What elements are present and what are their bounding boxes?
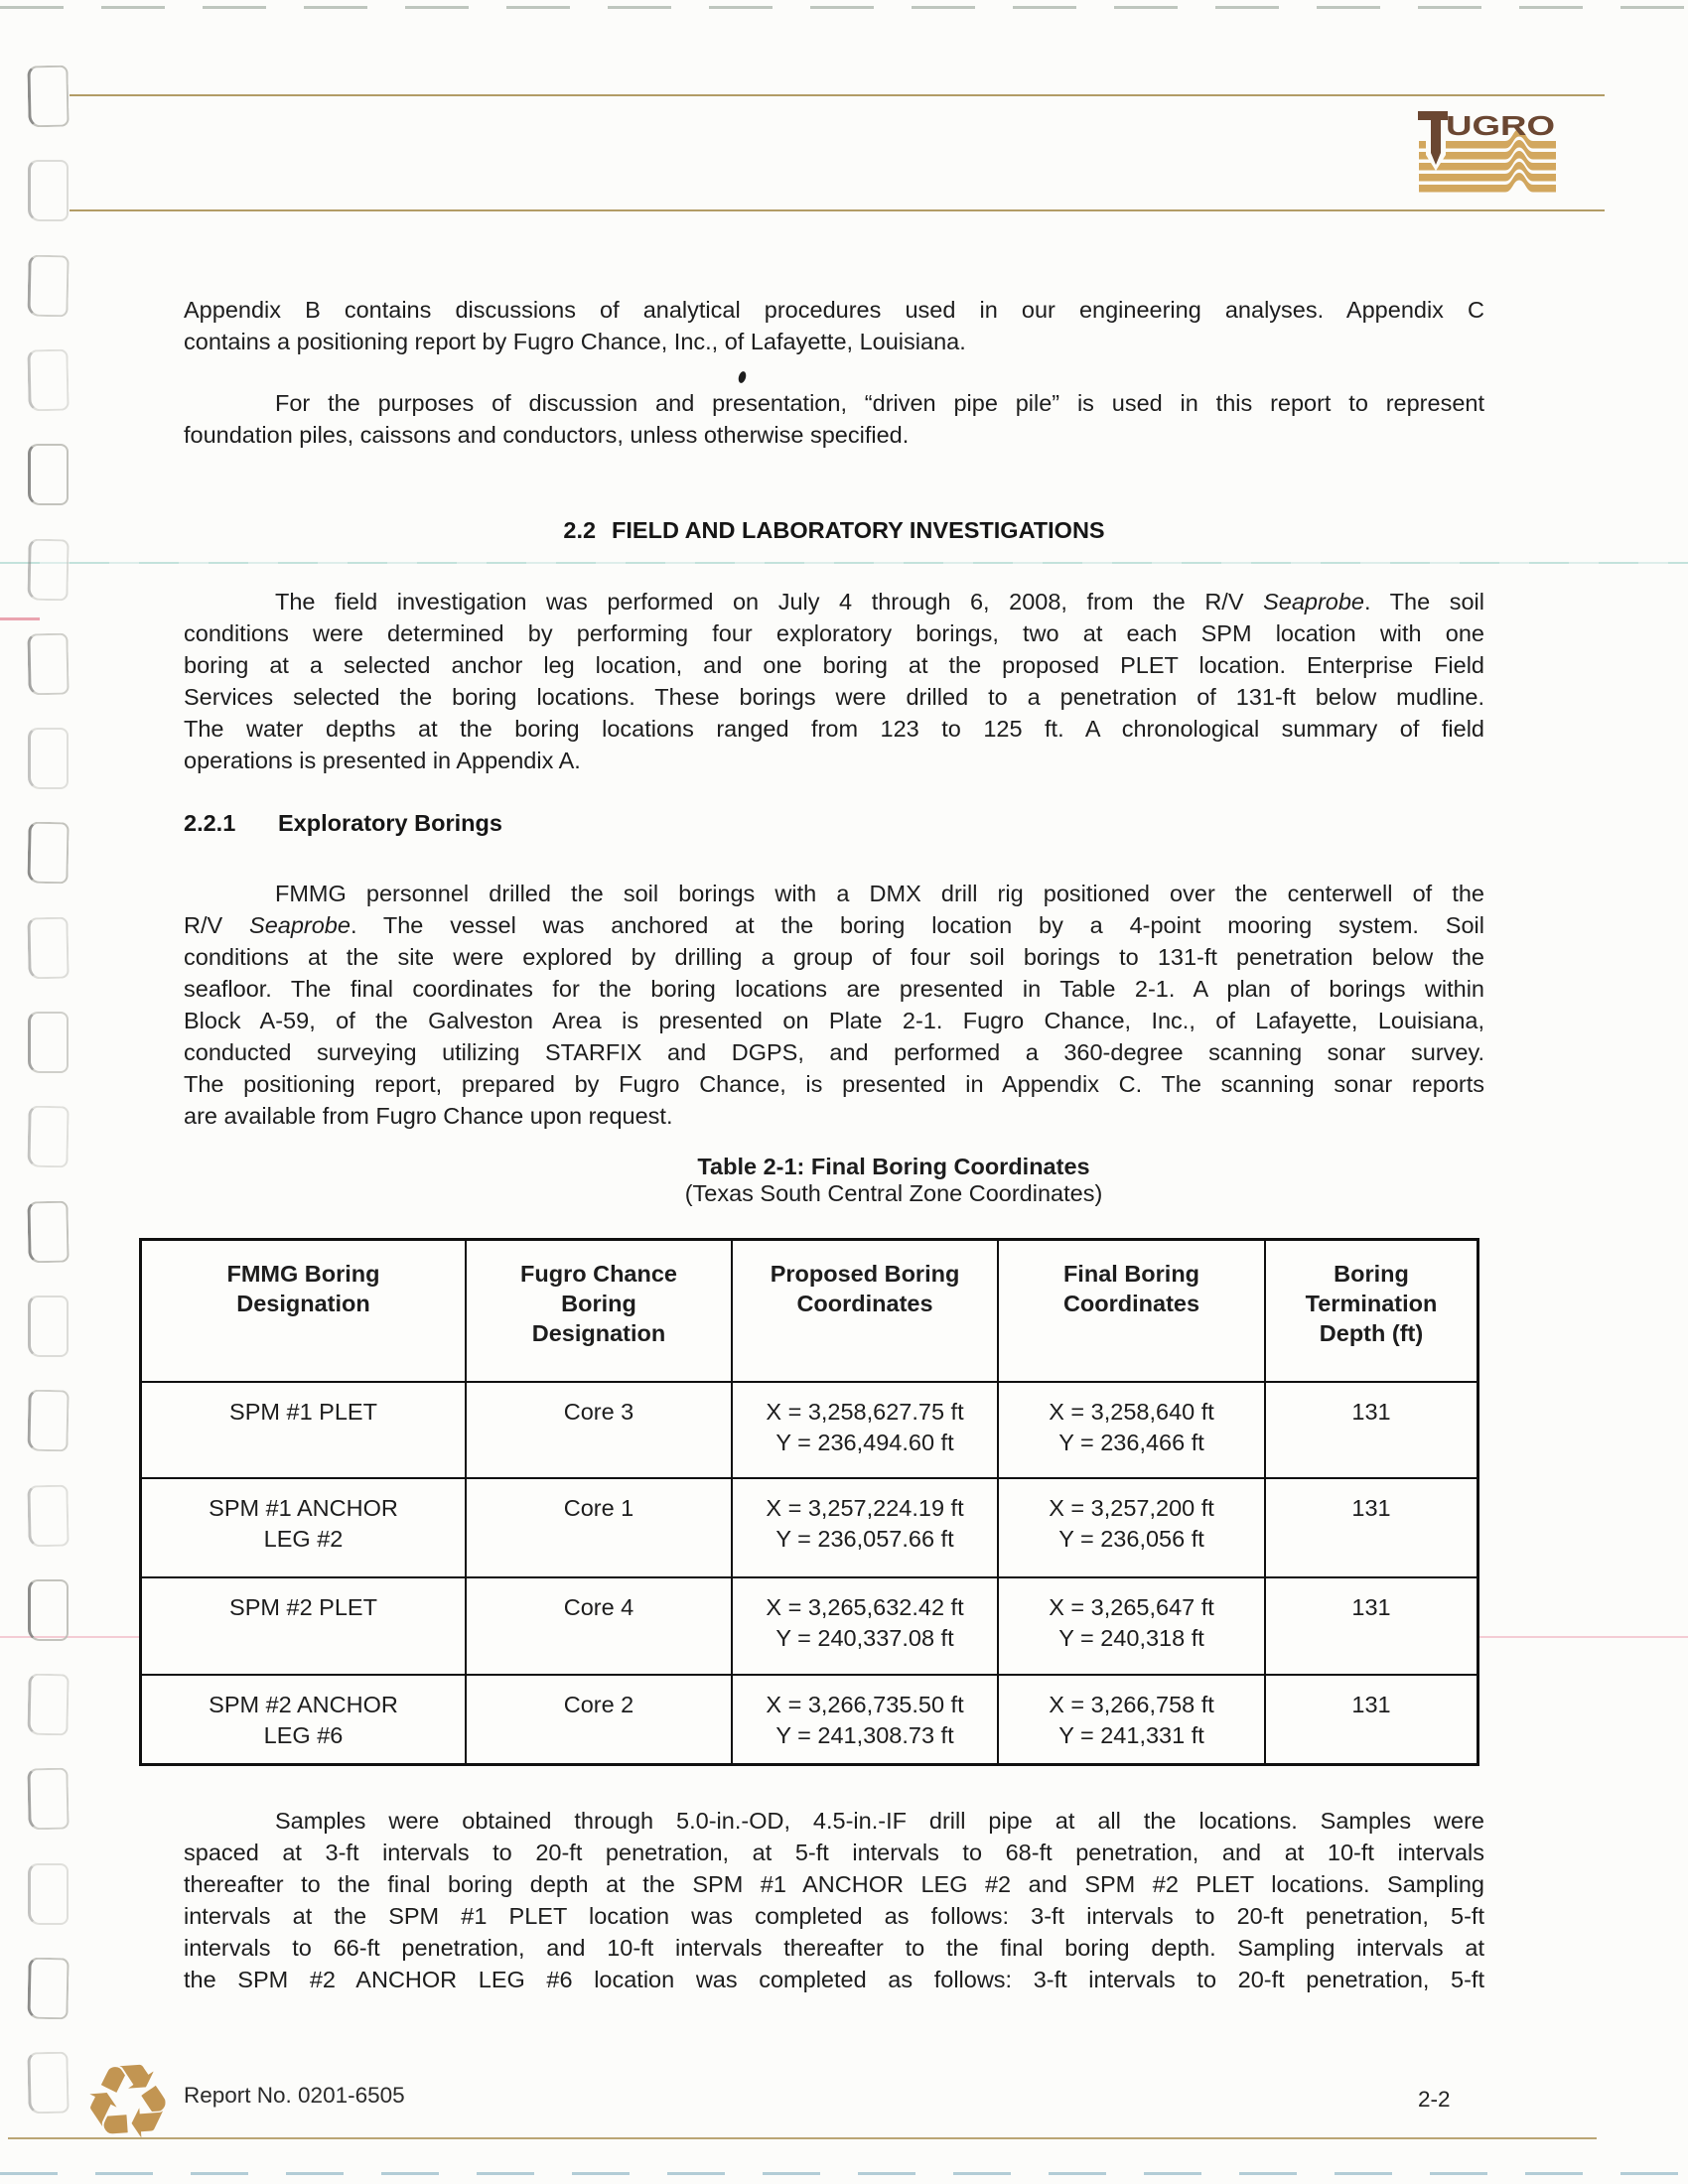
table-title-block (184, 1154, 1484, 1207)
binder-mark (27, 1200, 69, 1263)
table-cell-depth: 131 (1266, 1383, 1477, 1479)
scan-ink-blob (737, 370, 747, 383)
binder-mark (27, 2052, 69, 2115)
scan-edge-dashes-top (0, 6, 1688, 9)
table-cell-depth: 131 (1266, 1479, 1477, 1578)
text-line: conditions were determined by performing four exploratory borings, two at each SPM location with one (184, 620, 1484, 646)
text-line: Samples were obtained through 5.0-in.-OD, 4.5-in.-IF drill pipe at all the locations. Samples were (275, 1808, 1484, 1834)
table-cell-core: Core 3 (467, 1383, 733, 1479)
subsection-title: Exploratory Borings (278, 810, 502, 836)
section-title: FIELD AND LABORATORY INVESTIGATIONS (612, 517, 1105, 543)
header-rule-bottom (70, 209, 1605, 211)
table-header-fmmg-designation: FMMG Boring Designation (142, 1241, 467, 1383)
table-cell-designation: SPM #2 ANCHOR LEG #6 (142, 1676, 467, 1763)
table-cell-final: X = 3,266,758 ft Y = 241,331 ft (999, 1676, 1266, 1763)
table-cell-proposed: X = 3,258,627.75 ft Y = 236,494.60 ft (733, 1383, 999, 1479)
boring-coordinates-table (139, 1238, 1479, 1766)
text-line: R/V Seaprobe. The vessel was anchored at the boring location by a 4-point mooring system. Soil (184, 912, 1484, 938)
binder-mark (27, 632, 69, 695)
section-heading-2-2 (184, 517, 1484, 544)
scan-edge-dashes-bottom (0, 2172, 1688, 2175)
binder-mark (27, 1674, 69, 1736)
footer-page-number: 2-2 (1418, 2087, 1451, 2112)
table-cell-designation: SPM #1 PLET (142, 1383, 467, 1479)
text-line: seafloor. The final coordinates for the boring locations are presented in Table 2-1. A plan of borings within (184, 976, 1484, 1002)
recycle-icon: ♻ (76, 2038, 179, 2167)
text-line: The positioning report, prepared by Fugro Chance, is presented in Appendix C. The scanning sonar reports (184, 1071, 1484, 1097)
text-line: thereafter to the final boring depth at the SPM #1 ANCHOR LEG #2 and SPM #2 PLET locations. Sampling (184, 1871, 1484, 1897)
text-line: FMMG personnel drilled the soil borings with a DMX drill rig positioned over the centerwell of the (275, 881, 1484, 906)
binder-mark (28, 1296, 69, 1357)
binder-mark (28, 444, 69, 505)
binder-mark (27, 538, 69, 601)
paragraph-exploratory-borings (184, 878, 1484, 1132)
table-cell-core: Core 1 (467, 1479, 733, 1578)
binder-mark (28, 1863, 69, 1925)
text-line: contains a positioning report by Fugro Chance, Inc., of Lafayette, Louisiana. (184, 329, 966, 354)
text-line: The field investigation was performed on July 4 through 6, 2008, from the R/V Seaprobe. The soil (275, 589, 1484, 614)
footer-rule (8, 2137, 1597, 2139)
text-line: foundation piles, caissons and conductors, unless otherwise specified. (184, 422, 910, 448)
table-cell-depth: 131 (1266, 1578, 1477, 1676)
binder-mark (27, 348, 69, 411)
subsection-heading-2-2-1 (184, 810, 1484, 837)
table-cell-final: X = 3,258,640 ft Y = 236,466 ft (999, 1383, 1266, 1479)
text-line: the SPM #2 ANCHOR LEG #6 location was completed as follows: 3-ft intervals to 20-ft penetration, 5-ft (184, 1967, 1484, 1992)
binder-mark (27, 66, 69, 128)
section-number: 2.2 (563, 517, 597, 543)
binder-mark (27, 1484, 69, 1547)
fugro-logo (1418, 105, 1557, 205)
subsection-number: 2.2.1 (184, 810, 236, 836)
table-cell-depth: 131 (1351, 1692, 1391, 1717)
binder-mark (27, 1390, 69, 1452)
text-line: operations is presented in Appendix A. (184, 748, 581, 773)
table-cell-final: X = 3,265,647 ft Y = 240,318 ft (999, 1578, 1266, 1676)
paragraph-driven-pipe-pile (184, 387, 1484, 451)
table-cell-proposed: X = 3,265,632.42 ft Y = 240,337.08 ft (733, 1578, 999, 1676)
binder-mark (28, 1579, 69, 1641)
table-title: Table 2-1: Final Boring Coordinates (697, 1154, 1090, 1179)
footer-report-number: Report No. 0201-6505 (184, 2083, 405, 2108)
text-line: Services selected the boring locations. These borings were drilled to a penetration of 131-ft below mudline. (184, 684, 1484, 710)
text-line: intervals at the SPM #1 PLET location was completed as follows: 3-ft intervals to 20-ft penetration, 5-ft (184, 1903, 1484, 1929)
text-line: conditions at the site were explored by drilling a group of four soil borings to 131-ft penetration below the (184, 944, 1484, 970)
binder-mark (27, 1768, 69, 1831)
text-line: conducted surveying utilizing STARFIX and DGPS, and performed a 360-degree scanning sonar survey. (184, 1039, 1484, 1065)
header-rule-top (70, 94, 1605, 96)
svg-text:UGRO: UGRO (1446, 110, 1555, 141)
paragraph-sampling-intervals (184, 1805, 1484, 1995)
table-header-proposed-coordinates: Proposed Boring Coordinates (733, 1241, 999, 1383)
text-line: The water depths at the boring locations ranged from 123 to 125 ft. A chronological summary of field (184, 716, 1484, 742)
scan-artifact-teal-line (0, 562, 1688, 564)
binder-mark (28, 160, 69, 221)
text-line: boring at a selected anchor leg location, and one boring at the proposed PLET location. Enterprise Field (184, 652, 1484, 678)
binder-mark (27, 916, 69, 979)
text-line: intervals to 66-ft penetration, and 10-ft intervals thereafter to the final boring depth. Sampling intervals at (184, 1935, 1484, 1961)
table-header-termination-depth: Boring Termination Depth (ft) (1266, 1241, 1477, 1383)
text-line: spaced at 3-ft intervals to 20-ft penetration, at 5-ft intervals to 68-ft penetration, and at 10-ft intervals (184, 1840, 1484, 1865)
text-line: Block A-59, of the Galveston Area is presented on Plate 2-1. Fugro Chance, Inc., of Lafayette, Louisiana, (184, 1008, 1484, 1033)
table-header-final-coordinates: Final Boring Coordinates (999, 1241, 1266, 1383)
table-cell-designation: SPM #2 PLET (142, 1578, 467, 1676)
table-subtitle: (Texas South Central Zone Coordinates) (684, 1180, 1103, 1206)
paragraph-appendix-refs (184, 294, 1484, 357)
table-cell-proposed: X = 3,266,735.50 ft Y = 241,308.73 ft (733, 1676, 999, 1763)
fugro-logo-graphic (1418, 105, 1557, 205)
table-cell-core: Core 2 (467, 1676, 733, 1763)
scan-artifact-pink-tick (0, 617, 40, 620)
table-cell-designation: SPM #1 ANCHOR LEG #2 (142, 1479, 467, 1578)
binder-mark (27, 1958, 69, 2020)
binder-mark (27, 822, 69, 885)
binder-mark (28, 728, 69, 789)
text-line: are available from Fugro Chance upon request. (184, 1103, 673, 1129)
binder-mark (27, 254, 69, 317)
binder-mark (27, 1106, 69, 1168)
binder-mark (28, 1012, 69, 1073)
text-line: For the purposes of discussion and presentation, “driven pipe pile” is used in this report to represent (275, 390, 1484, 416)
table-cell-proposed: X = 3,257,224.19 ft Y = 236,057.66 ft (733, 1479, 999, 1578)
table-header-fugro-designation: Fugro Chance Boring Designation (467, 1241, 733, 1383)
paragraph-field-investigation (184, 586, 1484, 776)
table-cell-core: Core 4 (467, 1578, 733, 1676)
text-line: Appendix B contains discussions of analytical procedures used in our engineering analyses. Appendix C (184, 297, 1484, 323)
table-cell-final: X = 3,257,200 ft Y = 236,056 ft (999, 1479, 1266, 1578)
